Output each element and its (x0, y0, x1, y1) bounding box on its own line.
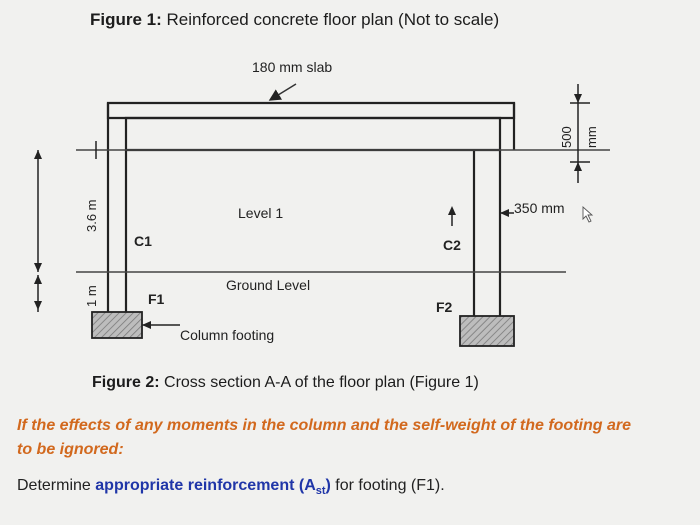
footing-f2-label: F2 (436, 299, 453, 315)
beam-depth-unit: mm (584, 126, 599, 148)
column-c1-label: C1 (134, 233, 152, 249)
slab-outline-outer (108, 103, 514, 118)
figure1-label: Figure 1: (90, 10, 162, 29)
footing-f2 (460, 316, 514, 346)
figure2-caption (92, 374, 479, 392)
figure2-label: Figure 2: (92, 374, 160, 391)
question-task (17, 477, 445, 497)
column-c2-label: C2 (443, 237, 461, 253)
column-width-arrow-icon (500, 209, 509, 217)
question-condition: If the effects of any moments in the column and the self-weight of the footing are to be ignored: (17, 417, 631, 458)
slab-outline-inner (126, 118, 500, 150)
footing-depth-label: 1 m (84, 285, 99, 307)
level-1-label: Level 1 (238, 205, 284, 221)
cursor-icon (583, 207, 592, 222)
footing-f1-label: F1 (148, 291, 165, 307)
footing-depth-arrow-top-icon (34, 275, 42, 284)
footing-callout-arrow-icon (142, 321, 151, 329)
task-highlight (95, 477, 331, 498)
slab-label: 180 mm slab (252, 59, 333, 75)
storey-height-label: 3.6 m (84, 199, 99, 232)
task-suffix: for footing (F1). (330, 477, 445, 494)
footing-f1 (92, 312, 142, 338)
beam-depth-arrow-bottom-icon (574, 162, 582, 171)
task-highlight-text: appropriate reinforcement (A (95, 477, 316, 494)
footing-depth-arrow-bottom-icon (34, 301, 42, 310)
slab-leader (270, 84, 296, 100)
task-prefix: Determine (17, 477, 91, 494)
beam-depth-arrow-top-icon (574, 94, 582, 103)
task-highlight-end: ) (325, 477, 331, 494)
storey-arrow-top-icon (34, 150, 42, 159)
figure1-text: Reinforced concrete floor plan (Not to scale) (166, 10, 500, 29)
footing-callout-label: Column footing (180, 327, 275, 343)
column-width-label: 350 mm (514, 200, 565, 216)
task-subscript: st (315, 485, 326, 498)
figure2-text: Cross section A-A of the floor plan (Figure 1) (164, 374, 479, 391)
storey-arrow-bottom-icon (34, 263, 42, 272)
section-mark-arrow-icon (448, 206, 456, 215)
beam-depth-value: 500 (559, 126, 574, 148)
ground-level-label: Ground Level (226, 277, 311, 293)
